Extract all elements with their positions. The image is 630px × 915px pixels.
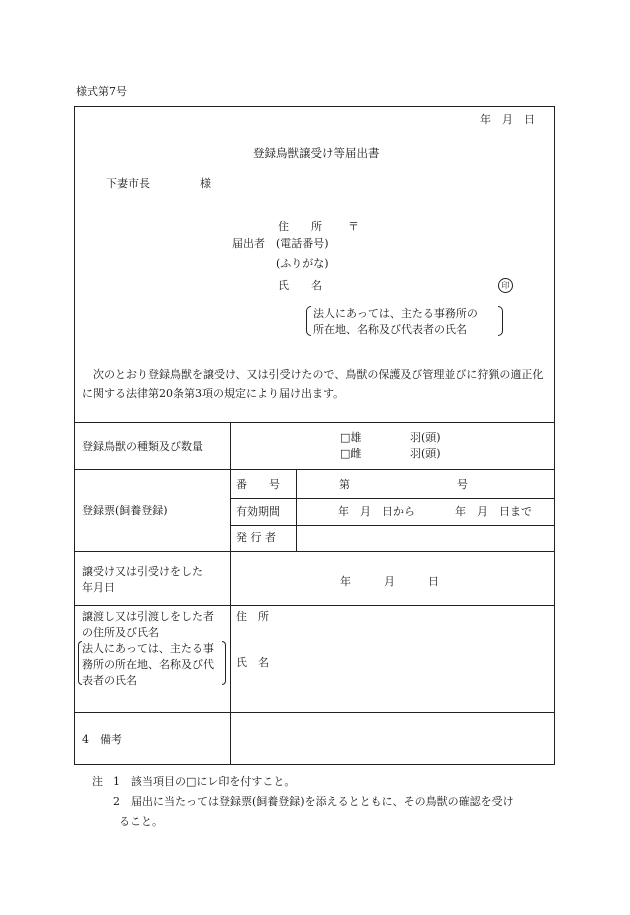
transfer-date-value: 年 月 日 — [340, 575, 439, 588]
male-unit: 羽(頭) — [410, 431, 441, 444]
body-statement: 次のとおり登録鳥獣を譲受け、又は引受けたので、鳥獣の保護及び管理並びに狩猟の適正化に関する法律第20条第3項の規定により届け出ます。 — [82, 368, 544, 400]
postal-mark: 〒 — [348, 220, 359, 233]
female-unit: 羽(頭) — [410, 447, 441, 460]
ticket-number-label: 番 号 — [236, 478, 280, 491]
addressee-name: 下妻市長 — [106, 177, 150, 190]
corp-note-line1: 法人にあっては、主たる事務所の — [313, 307, 478, 320]
note-2-line2: ること。 — [119, 815, 163, 828]
date-line: 年 月 日 — [480, 113, 535, 126]
notes-prefix: 注 — [92, 775, 103, 788]
seal-mark: 印 — [498, 278, 513, 293]
corp-note-left-bracket — [306, 306, 311, 336]
ticket-label: 登録票(飼養登録) — [82, 504, 168, 517]
ticket-period-from: 年 月 日から — [338, 505, 415, 518]
transferor-label-line1: 譲渡し又は引渡しをした者 — [82, 610, 214, 623]
applicant-address-label: 住 所 — [278, 220, 322, 233]
transferor-label-line2: の住所及び氏名 — [82, 626, 159, 639]
addressee-honorific: 様 — [200, 177, 211, 190]
transferor-address-label: 住 所 — [236, 610, 269, 623]
note-2-number: 2 — [113, 795, 120, 808]
ticket-number-prefix: 第 — [339, 478, 350, 491]
ticket-number-suffix: 号 — [457, 478, 468, 491]
ticket-issuer-label: 発 行 者 — [236, 531, 276, 544]
rule-after-transferor — [74, 712, 555, 713]
female-checkbox[interactable]: □雌 — [340, 447, 362, 460]
applicant-label: 届出者 — [232, 237, 265, 250]
transferor-note-right-bracket — [222, 641, 226, 685]
transfer-date-label-line2: 年月日 — [82, 581, 115, 594]
note-2-line1: 届出に当たっては登録票(飼養登録)を添えるとともに、その鳥獣の確認を受け — [131, 795, 514, 808]
transferor-note-line2: 務所の所在地、名称及び代 — [82, 658, 214, 671]
rule-after-ticket — [74, 551, 555, 552]
applicant-name-label: 氏 名 — [278, 279, 322, 292]
rule-after-number — [230, 498, 555, 499]
applicant-phone-label: (電話番号) — [276, 237, 329, 250]
transferor-name-label: 氏 名 — [236, 656, 269, 669]
ticket-period-to: 年 月 日まで — [455, 505, 532, 518]
rule-after-period — [230, 525, 555, 526]
ticket-period-label: 有効期間 — [236, 505, 280, 518]
corp-note-right-bracket — [498, 306, 503, 336]
transferor-note-line3: 表者の氏名 — [82, 674, 137, 687]
rule-after-species — [74, 469, 555, 470]
rule-subcolumn — [296, 469, 297, 551]
rule-top-table — [74, 422, 555, 423]
applicant-furigana-label: (ふりがな) — [276, 257, 329, 270]
rule-after-date — [74, 605, 555, 606]
transfer-date-label-line1: 譲受け又は引受けをした — [82, 565, 203, 578]
species-label: 登録鳥獣の種類及び数量 — [82, 440, 203, 453]
rule-label-column — [230, 422, 231, 765]
note-1-number: 1 — [113, 775, 120, 788]
note-1-text: 該当項目の□にレ印を付すこと。 — [131, 775, 296, 788]
remarks-label: 4 備考 — [82, 733, 122, 746]
male-checkbox[interactable]: □雄 — [340, 431, 362, 444]
form-title: 登録鳥獣譲受け等届出書 — [253, 146, 380, 160]
transferor-note-line1: 法人にあっては、主たる事 — [82, 642, 214, 655]
form-number: 様式第7号 — [76, 85, 127, 98]
corp-note-line2: 所在地、名称及び代表者の氏名 — [313, 323, 467, 336]
